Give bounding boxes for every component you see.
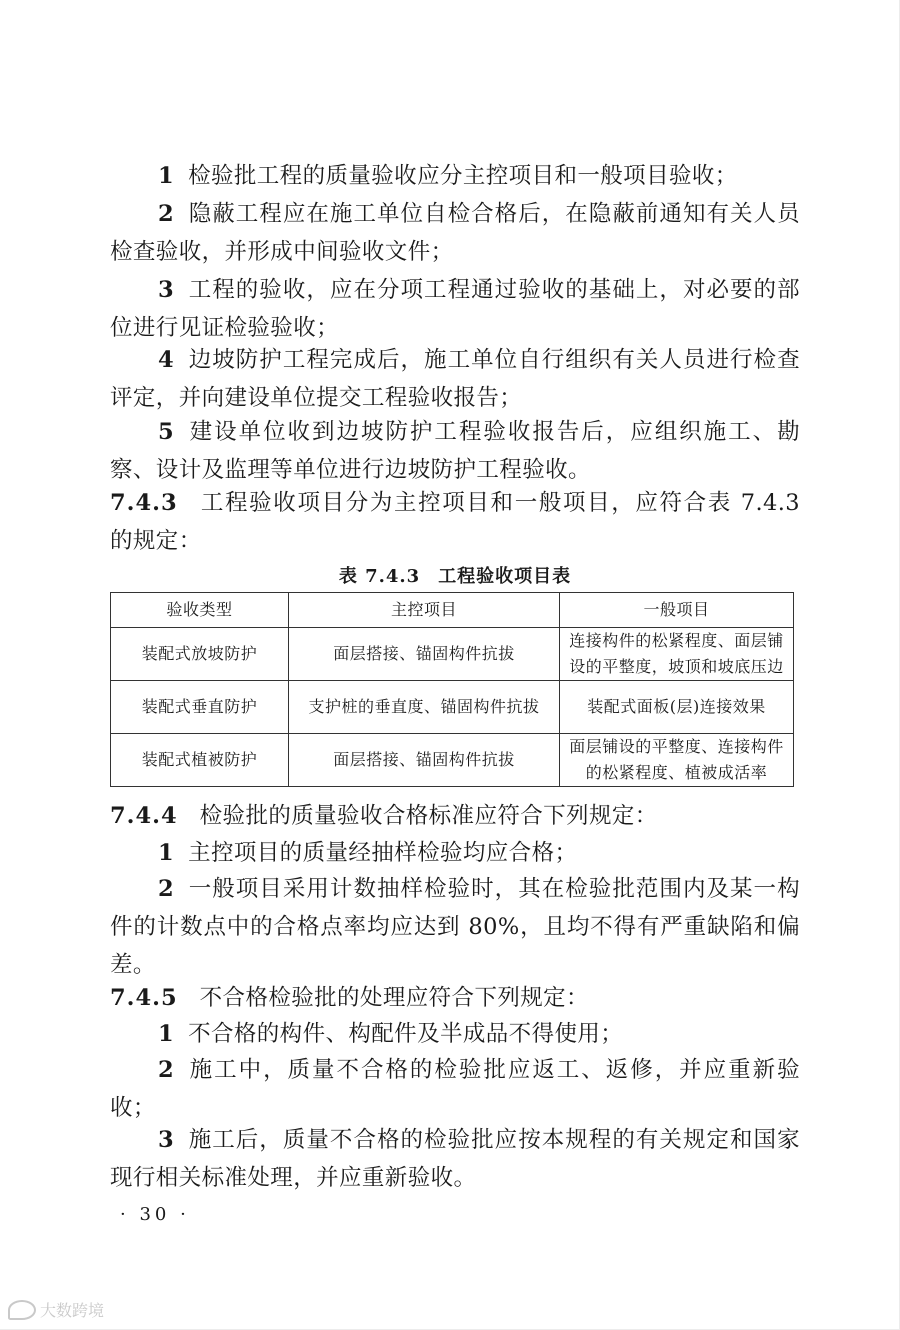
list-item: 2 隐蔽工程应在施工单位自检合格后，在隐蔽前通知有关人员检查验收，并形成中间验收文件； [110,201,800,265]
table-cell: 面层搭接、锚固构件抗拔 [289,734,560,787]
list-item: 1 检验批工程的质量验收应分主控项目和一般项目验收； [158,163,738,189]
list-item: 3 工程的验收，应在分项工程通过验收的基础上，对必要的部位进行见证检验验收； [110,277,800,341]
watermark-text: 大数跨境 [40,1301,105,1320]
table-header-row [111,593,794,628]
table-cell: 装配式面板(层)连接效果 [560,681,794,734]
list-item: 1 主控项目的质量经抽样检验均应合格； [158,840,578,866]
watermark-logo-icon [8,1300,36,1320]
list-item: 1 不合格的构件、构配件及半成品不得使用； [158,1021,624,1047]
section-7-4-3: 7.4.3 工程验收项目分为主控项目和一般项目，应符合表 7.4.3 的规定： [110,490,800,554]
table-row [111,681,794,734]
table-cell: 装配式放坡防护 [111,628,289,681]
table-header-cell: 一般项目 [560,593,794,628]
table-cell: 面层铺设的平整度、连接构件的松紧程度、植被成活率 [560,734,794,787]
table-cell: 装配式植被防护 [111,734,289,787]
list-item: 4 边坡防护工程完成后，施工单位自行组织有关人员进行检查评定，并向建设单位提交工程验收报告； [110,347,800,411]
table-row [111,734,794,787]
list-item: 2 一般项目采用计数抽样检验时，其在检验批范围内及某一构件的计数点中的合格点率均应达到 80%，且均不得有严重缺陷和偏差。 [110,876,800,978]
watermark [8,1298,104,1321]
page-number: · 30 · [120,1204,190,1225]
list-item: 3 施工后，质量不合格的检验批应按本规程的有关规定和国家现行相关标准处理，并应重新验收。 [110,1127,800,1191]
list-item: 2 施工中，质量不合格的检验批应返工、返修，并应重新验收； [110,1057,800,1121]
section-7-4-5: 7.4.5 不合格检验批的处理应符合下列规定： [110,985,589,1011]
table-cell: 面层搭接、锚固构件抗拔 [289,628,560,681]
table-cell: 支护桩的垂直度、锚固构件抗拔 [289,681,560,734]
table-header-cell: 验收类型 [111,593,289,628]
table-header-cell: 主控项目 [289,593,560,628]
table-row [111,628,794,681]
acceptance-items-table [110,592,794,787]
table-cell: 装配式垂直防护 [111,681,289,734]
section-7-4-4: 7.4.4 检验批的质量验收合格标准应符合下列规定： [110,803,658,829]
table-cell: 连接构件的松紧程度、面层铺设的平整度，坡顶和坡底压边 [560,628,794,681]
table-caption: 表 7.4.3 工程验收项目表 [338,566,572,587]
list-item: 5 建设单位收到边坡防护工程验收报告后，应组织施工、勘察、设计及监理等单位进行边坡防护工程验收。 [110,419,800,483]
